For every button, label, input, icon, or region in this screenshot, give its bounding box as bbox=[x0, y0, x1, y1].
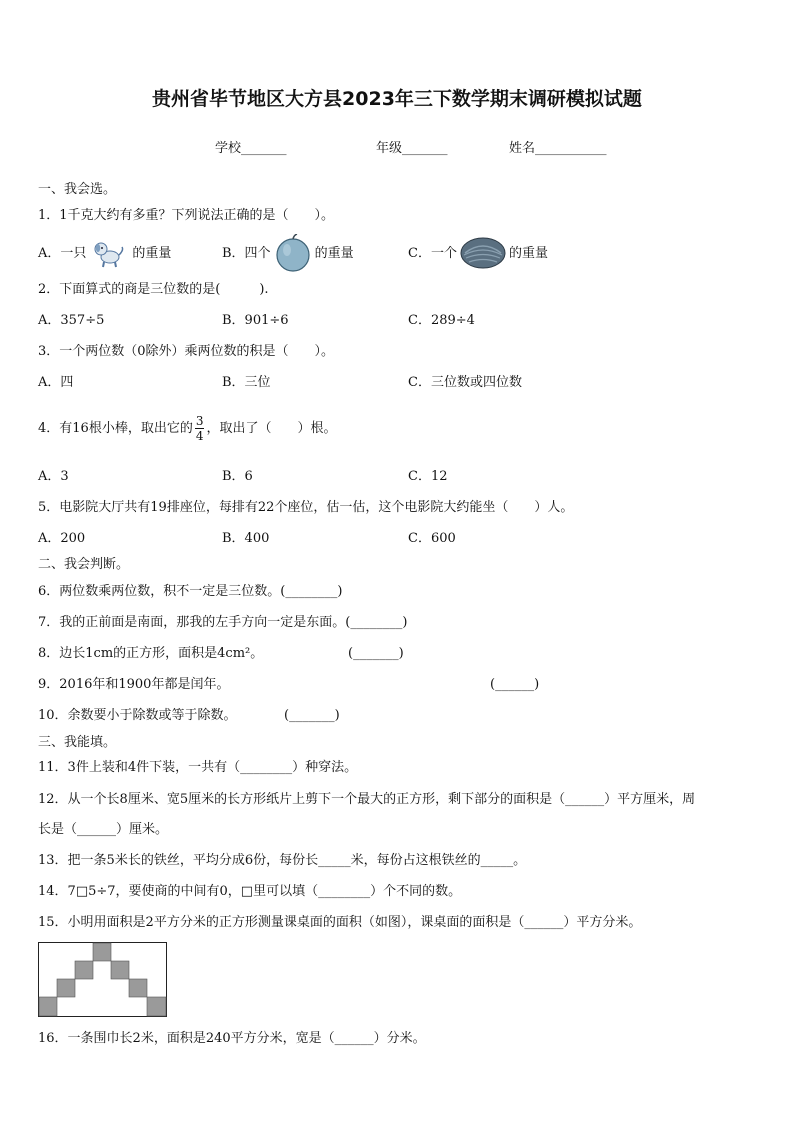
section-heading: 三、我能填。 bbox=[38, 735, 117, 750]
q3-option-b[interactable]: B．三位 bbox=[222, 375, 271, 390]
dog-icon bbox=[92, 238, 126, 268]
q2-option-a[interactable]: A．357÷5 bbox=[38, 313, 105, 328]
question-12: 12．从一个长8厘米、宽5厘米的长方形纸片上剪下一个最大的正方形，剩下部分的面积是（______）平方厘米，周 bbox=[38, 792, 696, 807]
question-1: 1．1千克大约有多重？下列说法正确的是（ ）。 bbox=[38, 208, 335, 223]
q4-option-c[interactable]: C．12 bbox=[408, 469, 448, 484]
answer-blank[interactable]: (______) bbox=[490, 677, 540, 692]
apple-icon bbox=[273, 234, 313, 272]
q4-option-b[interactable]: B．6 bbox=[222, 469, 253, 484]
question-5: 5．电影院大厅共有19排座位，每排有22个座位，估一估，这个电影院大约能坐（ ）人。 bbox=[38, 500, 574, 515]
section-heading: 二、我会判断。 bbox=[38, 557, 130, 572]
q3-option-c[interactable]: C．三位数或四位数 bbox=[408, 375, 522, 390]
name-field[interactable]: 姓名___________ bbox=[509, 141, 607, 156]
q1-option-b[interactable]: B．四个 的重量 bbox=[222, 234, 354, 272]
question-8: 8．边长1cm的正方形，面积是4cm²。 bbox=[38, 646, 264, 661]
grade-field[interactable]: 年级_______ bbox=[376, 141, 448, 156]
question-6: 6．两位数乘两位数，积不一定是三位数。(________) bbox=[38, 584, 343, 599]
q2-option-b[interactable]: B．901÷6 bbox=[222, 313, 289, 328]
question-12-continued: 长是（______）厘米。 bbox=[38, 822, 169, 837]
q5-option-b[interactable]: B．400 bbox=[222, 531, 270, 546]
q1-option-a[interactable]: A．一只 的重量 bbox=[38, 238, 171, 268]
answer-blank[interactable]: (_______) bbox=[284, 708, 340, 723]
q4-option-a[interactable]: A．3 bbox=[38, 469, 69, 484]
watermelon-icon bbox=[460, 237, 506, 269]
question-16: 16．一条围巾长2米，面积是240平方分米，宽是（______）分米。 bbox=[38, 1031, 426, 1046]
question-7: 7．我的正前面是南面，那我的左手方向一定是东面。(________) bbox=[38, 615, 408, 630]
q1-option-c[interactable]: C．一个 的重量 bbox=[408, 236, 548, 270]
question-3: 3．一个两位数（0除外）乘两位数的积是（ ）。 bbox=[38, 344, 335, 359]
question-2: 2．下面算式的商是三位数的是( ). bbox=[38, 282, 269, 297]
page-title: 贵州省毕节地区大方县2023年三下数学期末调研模拟试题 bbox=[152, 88, 642, 110]
question-9: 9．2016年和1900年都是闰年。 bbox=[38, 677, 230, 692]
q5-option-c[interactable]: C．600 bbox=[408, 531, 456, 546]
fraction: $\frac{3}{4}$ bbox=[195, 413, 204, 443]
q2-option-c[interactable]: C．289÷4 bbox=[408, 313, 475, 328]
school-field[interactable]: 学校_______ bbox=[215, 141, 287, 156]
question-14: 14．7□5÷7，要使商的中间有0，□里可以填（________）个不同的数。 bbox=[38, 884, 462, 899]
section-heading: 一、我会选。 bbox=[38, 182, 117, 197]
question-11: 11．3件上装和4件下装，一共有（________）种穿法。 bbox=[38, 760, 358, 775]
q5-option-a[interactable]: A．200 bbox=[38, 531, 86, 546]
question-15: 15．小明用面积是2平方分米的正方形测量课桌面的面积（如图），课桌面的面积是（______）平方分米。 bbox=[38, 915, 642, 930]
q3-option-a[interactable]: A．四 bbox=[38, 375, 74, 390]
question-10: 10．余数要小于除数或等于除数。 bbox=[38, 708, 237, 723]
question-4: 4．有16根小棒，取出它的 $\frac{3}{4}$ ，取出了（ ）根。 bbox=[38, 413, 337, 443]
answer-blank[interactable]: (_______) bbox=[348, 646, 404, 661]
question-13: 13．把一条5米长的铁丝，平均分成6份，每份长_____米，每份占这根铁丝的_____。 bbox=[38, 853, 527, 868]
desk-diagram bbox=[38, 942, 168, 1018]
